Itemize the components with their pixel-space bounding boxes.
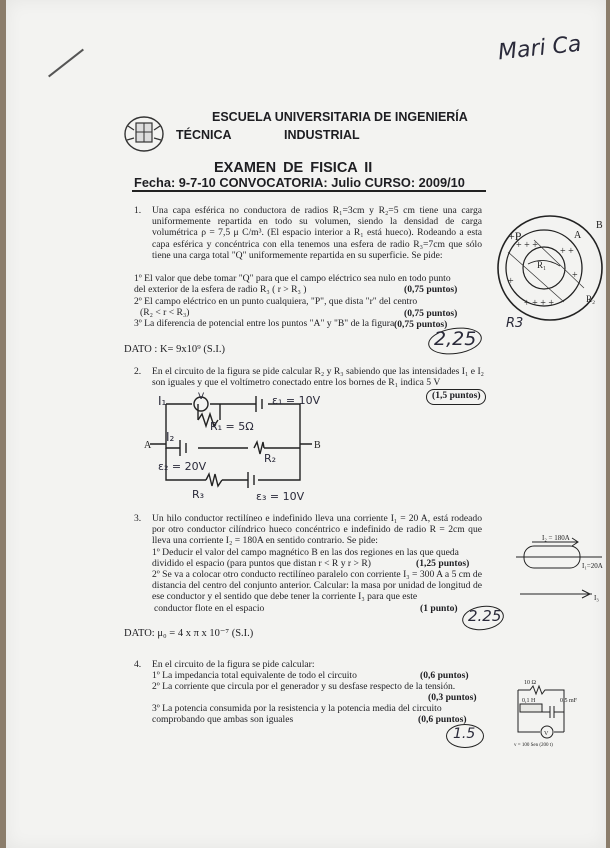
q4-score3: (0,6 puntos) (418, 714, 467, 725)
q4-number: 4. (134, 659, 142, 670)
svg-text:10 Ω: 10 Ω (524, 680, 536, 686)
exam-meta: Fecha: 9-7-10 CONVOCATORIA: Julio CURSO: 2009/10 (134, 175, 465, 190)
svg-text:B: B (314, 440, 321, 451)
q1-number: 1. (134, 205, 142, 216)
q3-part1: 1º Deducir el valor del campo magnético B en las dos regiones en las que queda (152, 547, 459, 558)
q2-number: 2. (134, 366, 142, 377)
svg-text:A: A (574, 230, 582, 241)
svg-text:+ + + +: + + + + (524, 298, 555, 309)
q4-score2: (0,3 puntos) (428, 692, 477, 703)
svg-text:+ +: + + (560, 246, 574, 257)
q2-label-e3: ε₃ = 10V (256, 490, 305, 503)
q1-part2-range: (R₂ < r < R₃) (140, 307, 190, 318)
svg-text:v = 100 Sen (200 t): v = 100 Sen (200 t) (514, 743, 553, 748)
student-name: Mari Ca (496, 31, 583, 66)
svg-text:I₃: I₃ (594, 594, 599, 602)
q1-grade: 2,25 (434, 328, 477, 350)
svg-text:B: B (596, 220, 603, 231)
q2-label-e2: ε₂ = 20V (158, 460, 207, 473)
q1-part3-score: (0,75 puntos) (394, 319, 448, 330)
school-line1: ESCUELA UNIVERSITARIA DE INGENIERÍA (212, 110, 468, 124)
q4-part3: 3º La potencia consumida por la resistencia y la potencia media del circuito comprobando que ambas son iguales (152, 703, 442, 726)
q4-score1: (0,6 puntos) (420, 670, 469, 681)
q3-part2: 2º Se va a colocar otro conducto rectilíneo paralelo con corriente I₃ = 300 A a 5 cm de distancia del centro del conjunto anterior. Calcular: la masa por unidad de longitud de ese conductor y el sentido que debe tener la corriente I₃ para que este (152, 569, 482, 603)
q4-rlc-circuit-diagram (510, 676, 606, 748)
svg-text:0,5 mF: 0,5 mF (560, 698, 578, 704)
school-line2-right: INDUSTRIAL (284, 128, 360, 142)
q1-data: DATO : K= 9x10⁹ (S.I.) (124, 344, 225, 355)
school-line2-left: TÉCNICA (176, 128, 232, 142)
svg-text:+: + (572, 270, 578, 281)
q1-part3: 3º La diferencia de potencial entre los puntos "A" y "B" de la figura (134, 318, 395, 329)
university-crest-icon (122, 114, 166, 154)
svg-text:+ + +: + + + (516, 240, 538, 251)
q1-text: Una capa esférica no conductora de radios R₁=3cm y R₂=5 cm tiene una carga uniformemente repartida en todo su volumen, siendo la densidad de carga volumétrica ρ = 7,5 μ C/m³. (El espacio interior a R₁ está hueco). Rodeando a esta capa esférica y concéntrica con ella tenemos una esfera de radio R₃=7cm que sólo tiene una carga total "Q" uniformemente repartida en su superficie. Se pide: (152, 205, 482, 261)
q2-text: En el circuito de la figura se pide calcular R₂ y R₃ sabiendo que las intensidades I₁ e I₂ son iguales y que el voltímetro conectado entre los bornes de R₁ indica 5 V (152, 366, 484, 389)
q3-part1b: dividido el espacio (para puntos que distan r < R y r > R) (152, 558, 371, 569)
q3-score1: (1,25 puntos) (416, 558, 470, 569)
q4-part2: 2º La corriente que circula por el generador y su desfase respecto de la tensión. (152, 681, 456, 692)
q4-part1: 1º La impedancia total equivalente de todo el circuito (152, 670, 357, 681)
q1-part1: 1º El valor que debe tomar "Q" para que el campo eléctrico sea nulo en todo punto (134, 273, 451, 284)
q3-data: DATO: μ₀ = 4 x π x 10⁻⁷ (S.I.) (124, 628, 254, 639)
svg-text:0,1 H: 0,1 H (522, 698, 536, 704)
svg-text:R₁: R₁ (537, 260, 547, 270)
q3-score2: (1 punto) (420, 603, 458, 614)
q3-number: 3. (134, 513, 142, 524)
svg-text:I₂ = 180A: I₂ = 180A (542, 534, 570, 542)
q1-part2: 2º El campo eléctrico en un punto cualquiera, "P", que dista "r" del centro (134, 296, 418, 307)
q2-label-v: V (198, 392, 205, 402)
q4-grade: 1.5 (453, 726, 476, 742)
q3-conductor-diagram (512, 528, 608, 604)
pencil-mark (48, 49, 84, 78)
q2-label-r2: R₂ (264, 452, 277, 465)
q2-label-e1: ε₁ = 10V (272, 394, 321, 407)
svg-text:I₁=20A: I₁=20A (582, 562, 603, 570)
q1-r3-label: R3 (506, 316, 524, 331)
svg-text:+: + (508, 276, 514, 287)
q2-score: (1,5 puntos) (432, 390, 481, 401)
q2-label-i2: I₂ (166, 430, 175, 444)
sphere-diagram (494, 212, 606, 324)
q3-grade: 2.25 (468, 607, 502, 625)
q1-part2-score: (0,75 puntos) (404, 308, 458, 319)
q4-text: En el circuito de la figura se pide calcular: (152, 659, 315, 670)
exam-title: EXAMEN DE FISICA II (214, 160, 373, 176)
q1-part1-text2: del exterior de la esfera de radio R₃ ( r > R₃ ) (134, 284, 307, 295)
svg-text:R₂: R₂ (586, 294, 596, 304)
q2-label-r3: R₃ (192, 488, 205, 501)
q1-part1-score: (0,75 puntos) (404, 284, 458, 295)
q3-text: Un hilo conductor rectilíneo e indefinido lleva una corriente I₁ = 20 A, está rodeado por otro conductor cilíndrico hueco concéntrico e indefinido de radio R = 2cm que lleva una corriente I₂ = 180A en sentido contrario. Se pide: (152, 513, 482, 547)
header-rule (132, 190, 486, 192)
svg-text:V: V (544, 731, 549, 737)
q3-part2c: conductor flote en el espacio (154, 603, 265, 614)
svg-text:A: A (144, 440, 152, 451)
q2-label-i1: I₁ (158, 394, 167, 408)
exam-sheet (6, 0, 606, 848)
svg-text:+P: +P (508, 229, 522, 243)
q2-label-r1: R₁ = 5Ω (210, 420, 254, 433)
